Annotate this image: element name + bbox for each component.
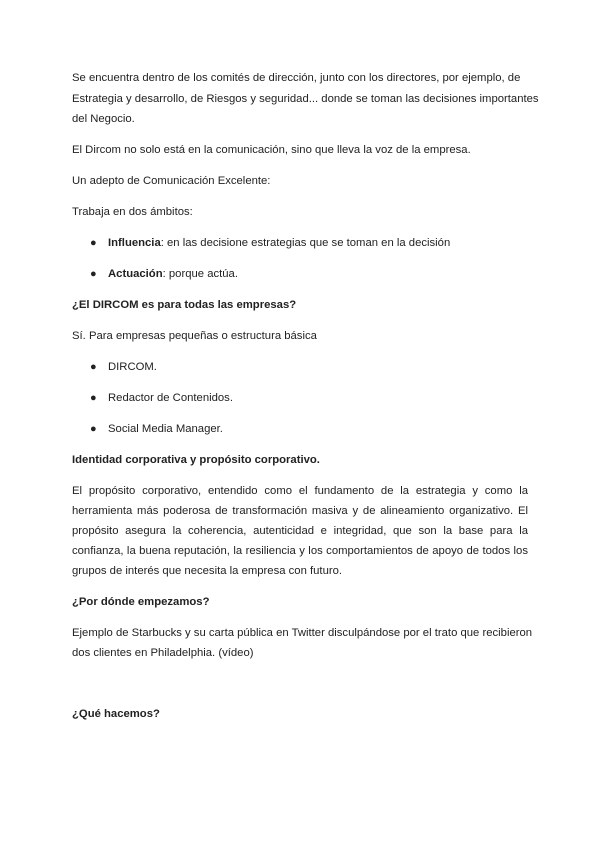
bullet-dot: ● <box>90 423 97 435</box>
paragraph-line: Ejemplo de Starbucks y su carta pública en Twitter disculpándose por el trato que recibieron <box>72 627 533 639</box>
paragraph-line: Se encuentra dentro de los comités de dirección, junto con los directores, por ejemplo, de <box>72 72 521 84</box>
bullet-dot: ● <box>90 392 97 404</box>
bullet-dot: ● <box>90 237 97 249</box>
list-item <box>108 267 238 281</box>
list-item-description: : porque actúa. <box>162 268 238 280</box>
paragraph-text: Un adepto de Comunicación Excelente: <box>72 175 271 187</box>
paragraph-line: propósito asegura la coherencia, autenticidad e integridad, que son la base para la <box>72 525 528 537</box>
paragraph-text: Trabaja en dos ámbitos: <box>72 206 193 218</box>
section-heading: ¿Por dónde empezamos? <box>72 596 210 608</box>
paragraph-line: herramienta más poderosa de transformación masiva y de alineamiento organizativo. El <box>72 505 528 517</box>
section-heading: Identidad corporativa y propósito corporativo. <box>72 454 320 466</box>
list-item-term: Influencia <box>108 237 161 249</box>
list-item-description: : en las decisione estrategias que se toman en la decisión <box>160 237 451 249</box>
paragraph-text: El Dircom no solo está en la comunicación, sino que lleva la voz de la empresa. <box>72 144 471 156</box>
paragraph-text: Sí. Para empresas pequeñas o estructura básica <box>72 330 317 342</box>
paragraph-line: del Negocio. <box>72 113 135 125</box>
section-heading: ¿El DIRCOM es para todas las empresas? <box>72 299 297 311</box>
list-item: Redactor de Contenidos. <box>108 392 233 404</box>
paragraph-line: confianza, la buena reputación, la resiliencia y los comportamientos de apoyo de todos los <box>72 545 528 557</box>
paragraph-line: dos clientes en Philadelphia. (vídeo) <box>72 647 254 659</box>
paragraph-line: grupos de interés que necesita la empresa con futuro. <box>72 565 343 577</box>
list-item: DIRCOM. <box>108 361 157 373</box>
bullet-dot: ● <box>90 268 97 280</box>
section-heading: ¿Qué hacemos? <box>72 708 160 720</box>
bullet-dot: ● <box>90 361 97 373</box>
list-item: Social Media Manager. <box>108 423 223 435</box>
list-item-term: Actuación <box>108 268 163 280</box>
paragraph-line: El propósito corporativo, entendido como el fundamento de la estrategia y como la <box>72 485 528 497</box>
paragraph-line: Estrategia y desarrollo, de Riesgos y seguridad... donde se toman las decisiones importantes <box>72 93 539 105</box>
list-item <box>108 236 450 250</box>
